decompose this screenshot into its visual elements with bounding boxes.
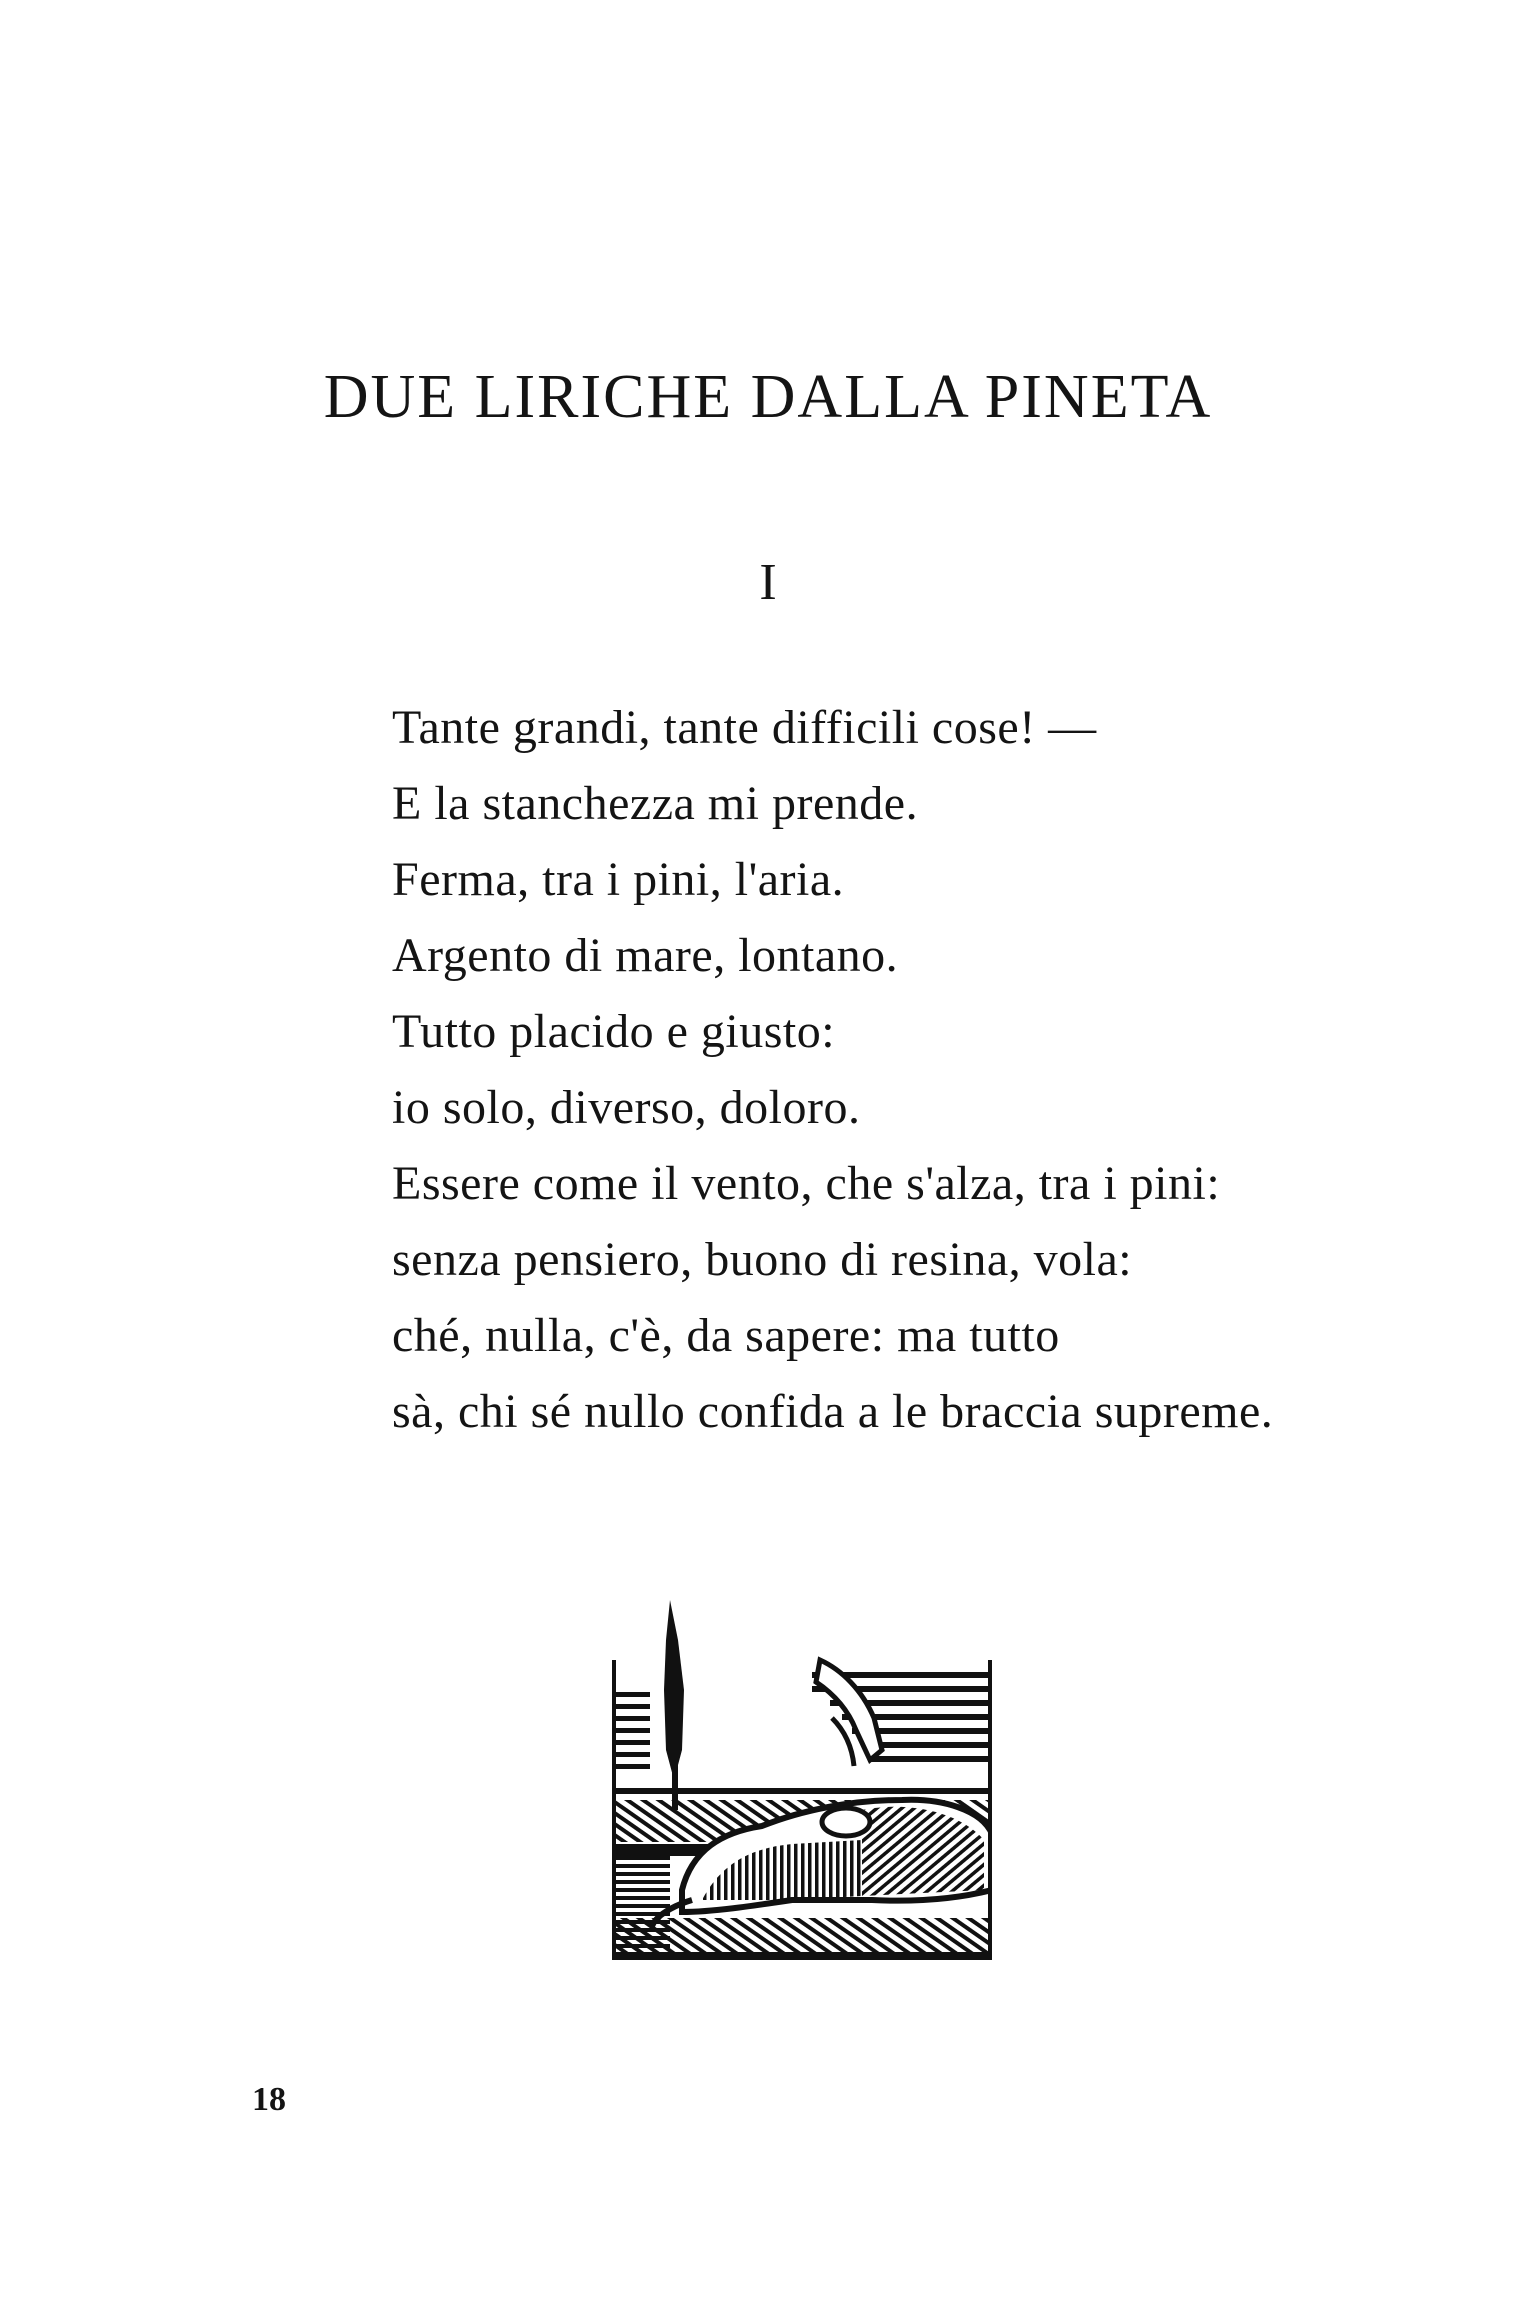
page-number: 18 — [252, 2081, 286, 2118]
poem-stanza — [392, 690, 1273, 1450]
woodcut-illustration — [612, 1600, 992, 1960]
poem-title: DUE LIRICHE DALLA PINETA — [323, 363, 1213, 431]
poem-line: Ferma, tra i pini, l'aria. — [392, 853, 845, 906]
poem-line: sà, chi sé nullo confida a le braccia supreme. — [392, 1385, 1274, 1438]
poem-line: io solo, diverso, doloro. — [392, 1081, 861, 1134]
poem-line: Essere come il vento, che s'alza, tra i pini: — [392, 1157, 1221, 1210]
woodcut-tree — [664, 1600, 684, 1810]
woodcut-horizon — [612, 1788, 992, 1794]
section-numeral: I — [759, 554, 777, 611]
poem-line: Tante grandi, tante difficili cose! — — [392, 701, 1097, 754]
poem-line: Argento di mare, lontano. — [392, 929, 899, 982]
poem-line: ché, nulla, c'è, da sapere: ma tutto — [392, 1309, 1060, 1362]
poem-line: E la stanchezza mi prende. — [392, 777, 919, 830]
poem-line: senza pensiero, buono di resina, vola: — [392, 1233, 1133, 1286]
poem-line: Tutto placido e giusto: — [392, 1005, 836, 1058]
